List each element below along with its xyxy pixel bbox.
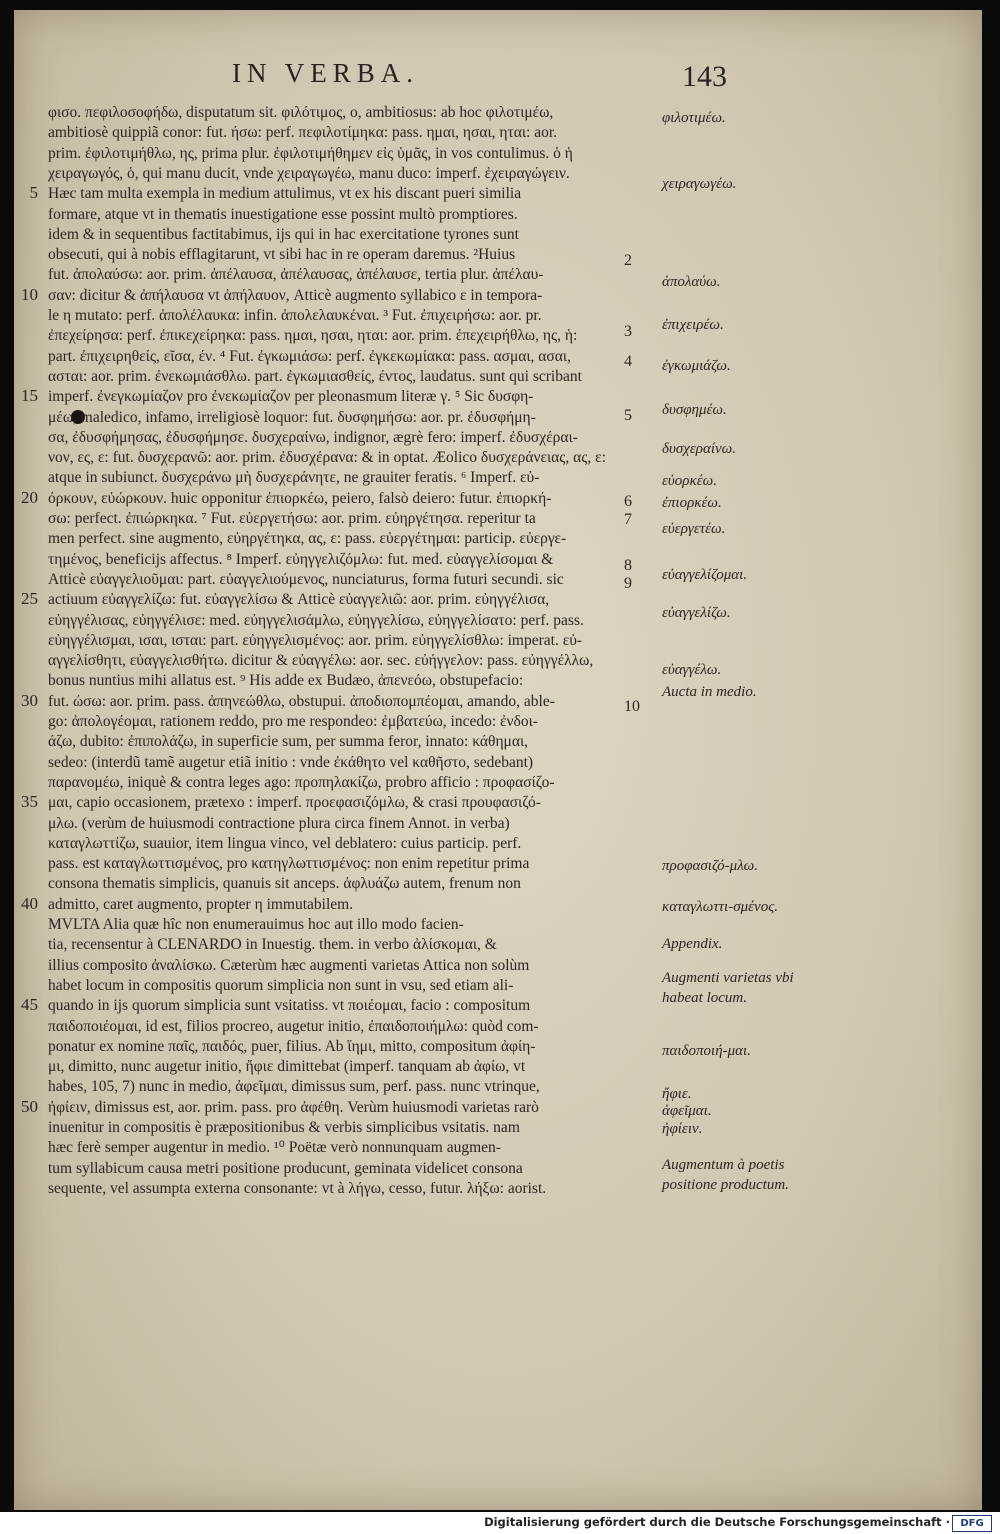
text-line: άζω, dubito: ἐπιπολάζω, in superficie sum, per summa feror, innato: κάθημαι, [48, 733, 529, 751]
margin-note: ἠφίειν. [662, 1121, 703, 1137]
text-line: μέω, maledico, infamo, irreligiosè loquor: fut. δυσφημήσω: aor. pr. ἐδυσφήμη- [48, 408, 536, 426]
text-line: φισο. πεφιλοσοφήδω, disputatum sit. φιλότιμος, ο, ambitiosus: ab hoc φιλοτιμέω, [48, 104, 554, 121]
margin-note: εὐορκέω. [662, 473, 717, 489]
text-line: bonus nuntius mihi allatus est. ⁹ His adde ex Budæo, ἀπενεόω, obstupefacio: [48, 672, 524, 690]
text-line: sedeo: (interdũ tamẽ augetur etiã initio : vnde ἐκάθητο vel καθῆστο, sedebant) [48, 753, 534, 771]
text-line: fut. ἀπολαύσω: aor. prim. ἀπέλαυσα, ἀπέλαυσας, ἀπέλαυσε, tertia plur. ἀπέλαυ- [48, 266, 544, 284]
text-line: idem & in sequentibus factitabimus, ijs qui in hac exercitatione tyrones sunt [48, 225, 519, 243]
margin-note: ἐπιχειρέω. [662, 317, 724, 333]
margin-note: προφασιζό-μλω. [662, 858, 759, 874]
note-number: 6 [624, 493, 632, 510]
text-line: MVLTA Alia quæ hîc non enumerauimus hoc aut illo modo facien- [48, 916, 464, 933]
margin-note: ἐγκωμιάζω. [662, 358, 731, 374]
text-line: habet locum in compositis quorum simplicia non sunt in vsu, sed etiam ali- [48, 976, 514, 994]
text-line: καταγλωττίζω, suauior, item lingua vinco, vel deblatero: cuius particip. perf. [48, 834, 522, 852]
text-line: όρκουν, εὐώρκουν. huic opponitur ἐπιορκέω, peiero, falsò deiero: futur. ἐπιορκή- [48, 489, 552, 507]
text-line: obsecuti, qui à nobis efflagitarunt, vt sibi hac in re operam daremus. ²Huius [48, 246, 516, 264]
text-line: illius composito ἀναλίσκω. Cæterùm hæc augmenti varietas Attica non solùm [48, 956, 530, 974]
text-line: formare, atque vt in thematis inuestigatione esse possint multò promptiores. [48, 205, 518, 223]
text-line: ἠφίειν, dimissus est, aor. prim. pass. pro ἀφέθη. Verùm huiusmodi varietas rarò [48, 1098, 539, 1116]
footer-bar [0, 1512, 1000, 1534]
text-line: σα, ἐδυσφήμησας, ἐδυσφήμησε. δυσχεραίνω, indignor, ægrè fero: imperf. ἐδυσχέραι- [48, 428, 578, 446]
margin-note: χειραγωγέω. [662, 176, 737, 192]
text-line: go: ἀπολογέομαι, rationem reddo, pro me respondeo: ἐμβατεύω, incedo: ἐνδοι- [48, 713, 538, 730]
margin-note: εὐαγγελίζομαι. [662, 567, 748, 583]
margin-note: φιλοτιμέω. [662, 110, 726, 126]
line-number: 35 [21, 792, 38, 812]
text-line: hæc ferè semper augentur in medio. ¹⁰ Poëtæ verò nonnunquam augmen- [48, 1139, 501, 1157]
margin-note: ἀφεῖμαι. [662, 1103, 712, 1119]
text-line: νον, ες, ε: fut. δυσχερανῶ: aor. prim. ἐδυσχέρανα: & in optat. Æolico δυσχεράνειας, ας, ε: [48, 449, 606, 467]
text-line: quando in ijs quorum simplicia sunt vsitatiss. vt ποιέομαι, facio : compositum [48, 997, 531, 1015]
text-line: ἐπεχείρησα: perf. ἐπικεχείρηκα: pass. ημαι, ησαι, ηται: aor. prim. ἐπεχειρήθλω, ης, ἡ: [48, 327, 578, 345]
text-line: μλω. (verùm de huiusmodi contractione plura circa finem Annot. in verba) [48, 814, 510, 832]
footer-credit: Digitalisierung gefördert durch die Deutsche Forschungsgemeinschaft · [484, 1515, 950, 1529]
running-head-title: IN VERBA. [232, 58, 420, 88]
text-line: tum syllabicum causa metri positione producunt, geminata videlicet consona [48, 1159, 523, 1177]
text-line: χειραγωγός, ὁ, qui manu ducit, vnde χειραγωγέω, manu duco: imperf. ἐχειραγώγειν. [48, 164, 570, 182]
text-line: Atticè εὐαγγελιοῦμαι: part. εὐαγγελιούμενος, nunciaturus, forma futuri secundi. sic [48, 570, 564, 588]
text-line: ambitiosè quippiã conor: fut. ήσω: perf. πεφιλοτίμηκα: pass. ημαι, ησαι, ηται: aor. [48, 124, 558, 142]
text-line: αγγελίσθητι, εὐαγγελισθήτω. dicitur & εὐαγγέλω: aor. sec. εὐήγγελον: pass. εὐηγγέλλω, [48, 652, 594, 670]
text-line: sequente, vel assumpta externa consonante: vt à λήγω, cesso, futur. λήξω: aorist. [48, 1179, 547, 1197]
margin-note: εὐεργετέω. [662, 521, 726, 537]
text-line: fut. ώσω: aor. prim. pass. ἀπηνεώθλω, obstupui. ἀποδιοπομπέομαι, amando, able- [48, 692, 555, 710]
line-numbers [0, 100, 40, 1220]
text-line: τημένος, beneficijs affectus. ⁸ Imperf. εὐηγγελιζόμλω: fut. med. εὐαγγελίσομαι & [48, 550, 554, 568]
note-number: 10 [624, 698, 640, 715]
text-line: part. ἐπιχειρηθείς, εῖσα, έν. ⁴ Fut. ἐγκωμιάσω: perf. ἐγκεκωμίακα: pass. ασμαι, ασαι, [48, 347, 571, 365]
running-head [14, 58, 982, 98]
text-line: μι, dimitto, nunc augetur initio, ἤφιε dimittebat (imperf. tanquam ab ἀφίω, vt [48, 1058, 526, 1076]
line-number: 40 [21, 893, 38, 913]
text-line: atque in subiunct. δυσχεράνω μὴ δυσχεράνητε, ne grauiter feratis. ⁶ Imperf. εὐ- [48, 469, 540, 487]
line-number: 20 [21, 487, 38, 507]
margin-note: δυσφημέω. [662, 402, 727, 418]
text-line: imperf. ἐνεγκωμίαζον pro ἐνεκωμίαζον per pleonasmum literæ γ. ⁵ Sic δυσφη- [48, 388, 534, 406]
text-line: tia, recensentur à CLENARDO in Inuestig. them. in verbo ἀλίσκομαι, & [48, 936, 497, 954]
margin-note: ἐπιορκέω. [662, 495, 722, 511]
text-line: men perfect. sine augmento, εὐηργέτηκα, ας, ε: pass. εὐεργέτημαι: particip. εὐεργε- [48, 530, 567, 548]
dfg-logo: DFG [952, 1515, 992, 1532]
line-number: 25 [21, 589, 38, 609]
note-number: 2 [624, 252, 632, 269]
note-number: 5 [624, 407, 632, 424]
note-number: 4 [624, 353, 632, 370]
text-line: admitto, caret augmento, propter η immutabilem. [48, 895, 354, 913]
line-number: 10 [21, 284, 38, 304]
page-number: 143 [682, 60, 727, 93]
margin-note: ἤφιε. [662, 1086, 692, 1102]
text-line: μαι, capio occasionem, prætexo : imperf. προεφασιζόμλω, & crasi προυφασιζό- [48, 794, 541, 812]
text-line: le η mutato: perf. ἀπολέλαυκα: infin. ἀπολελαυκέναι. ³ Fut. ἐπιχειρήσω: aor. pr. [48, 307, 542, 324]
text-line: ασται: aor. prim. ἐνεκωμιάσθλω. part. ἐγκωμιασθείς, έντος, laudatus. sunt qui scribant [48, 367, 582, 385]
text-line: inuenitur in compositis è præpositionibus & verbis simplicibus vsitatis. nam [48, 1119, 520, 1136]
text-line: consona thematis simplicis, quanuis sit anceps. ἀφλυάζω autem, frenum non [48, 875, 521, 893]
text-line: σω: perfect. ἐπιώρκηκα. ⁷ Fut. εὐεργετήσω: aor. prim. εὐηργέτησα. reperitur ta [48, 510, 536, 527]
text-line: παιδοποιέομαι, id est, filios procreo, augetur initio, ἐπαιδοποιήμλω: quòd com- [48, 1017, 539, 1035]
text-line: actiuum εὐαγγελίζω: fut. εὐαγγελίσω & Atticè εὐαγγελιῶ: aor. prim. εὐηγγέλισα, [48, 591, 550, 609]
text-line: Hæc tam multa exempla in medium attulimus, vt ex his discant pueri similia [48, 185, 522, 203]
note-reference-numbers [624, 100, 654, 1220]
body-text [48, 100, 658, 1220]
note-number: 3 [624, 323, 632, 340]
line-number: 30 [21, 690, 38, 710]
margin-note: παιδοποιή-μαι. [662, 1043, 751, 1059]
margin-note: εὐαγγέλω. [662, 662, 722, 678]
text-line: σαν: dicitur & ἀπήλαυσα vt ἀπήλαυον, Atticè augmento syllabico ε in tempora- [48, 286, 543, 304]
margin-note: δυσχεραίνω. [662, 441, 737, 457]
margin-note: Augmenti varietas vbi habeat locum. [662, 970, 794, 1006]
text-line: παρανομέω, iniquè & contra leges ago: προπηλακίζω, probro afficio : προφασίζο- [48, 773, 555, 791]
margin-note: Augmentum à poetis positione productum. [662, 1157, 789, 1193]
margin-note: ἀπολαύω. [662, 274, 721, 290]
text-line: pass. est καταγλωττισμένος, pro κατηγλωττισμένος: non enim repetitur prima [48, 855, 530, 873]
text-line: ponatur ex nomine παῖς, παιδός, puer, filius. Ab ἵημι, mitto, compositum ἀφίη- [48, 1037, 536, 1055]
line-number: 5 [29, 183, 38, 203]
line-number: 15 [21, 386, 38, 406]
note-number: 7 [624, 511, 632, 528]
line-number: 50 [21, 1096, 38, 1116]
margin-note: εὐαγγελίζω. [662, 605, 731, 621]
line-number: 45 [21, 995, 38, 1015]
margin-note: Appendix. [662, 936, 723, 952]
text-line: εὐηγγέλισας, εὐηγγέλισε: med. εὐηγγελισάμλω, εὐηγγελίσω, εὐηγγελίσατο: perf. pass. [48, 611, 584, 629]
margin-notes [662, 100, 812, 1240]
margin-note: Aucta in medio. [662, 684, 757, 700]
margin-note: καταγλωττι-σμένος. [662, 899, 779, 915]
note-number: 8 [624, 557, 632, 574]
text-line: εὐηγγέλισμαι, ισαι, ισται: part. εὐηγγελισμένος: aor. prim. εὐηγγελίσθλω: imperat. εὐ- [48, 631, 583, 649]
note-number: 9 [624, 575, 632, 592]
text-line: habes, 105, 7) nunc in medio, ἀφεῖμαι, dimissus sum, perf. pass. nunc vtrinque, [48, 1078, 540, 1096]
text-line: prim. ἐφιλοτιμήθλω, ης, prima plur. ἐφιλοτιμήθημεν εἰς ὑμᾶς, in vos contulimus. ὁ ἡ [48, 144, 573, 162]
